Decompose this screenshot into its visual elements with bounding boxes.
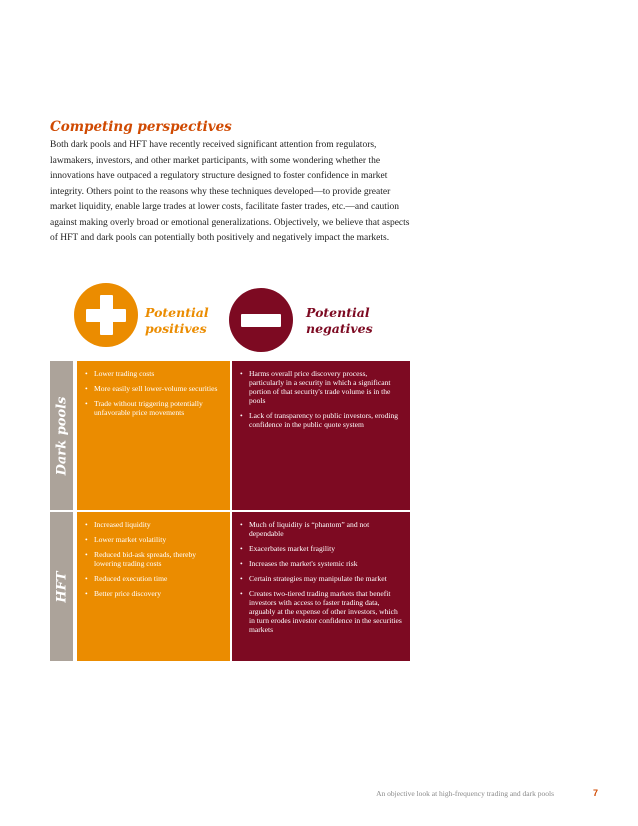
list-item: • Increased liquidity xyxy=(85,520,222,529)
footer-text: An objective look at high-frequency trading and dark pools xyxy=(376,789,554,798)
list-item: • Certain strategies may manipulate the market xyxy=(240,574,402,583)
list-item: • Much of liquidity is “phantom” and not dependable xyxy=(240,520,402,538)
column-title-negatives: Potential negatives xyxy=(306,305,373,336)
cell-hft-positives xyxy=(77,512,230,661)
plus-icon xyxy=(74,283,138,347)
cell-dark-pools-negatives xyxy=(232,361,410,510)
cell-dark-pools-positives xyxy=(77,361,230,510)
list-item: • Reduced execution time xyxy=(85,574,222,583)
page-number: 7 xyxy=(593,788,599,798)
minus-icon xyxy=(229,288,293,352)
cell-hft-negatives xyxy=(232,512,410,661)
list-item: • Creates two-tiered trading markets that benefit investors with access to faster trading data, arguably at the expense of other investors, which in turn erodes investor confidence in the securities markets xyxy=(240,589,402,634)
column-title-positives: Potential positives xyxy=(145,305,209,336)
section-heading: Competing perspectives xyxy=(50,119,232,135)
list-item: • Better price discovery xyxy=(85,589,222,598)
row-label-text: Dark pools xyxy=(54,396,69,475)
list-item: • Trade without triggering potentially unfavorable price movements xyxy=(85,399,222,417)
list-item: • More easily sell lower-volume securities xyxy=(85,384,222,393)
list-item: • Reduced bid-ask spreads, thereby lowering trading costs xyxy=(85,550,222,568)
row-label-text: HFT xyxy=(54,570,69,603)
list-item: • Exacerbates market fragility xyxy=(240,544,402,553)
row-label-dark-pools xyxy=(50,361,73,510)
list-item: • Harms overall price discovery process, particularly in a security in which a significant portion of that security's trade volume is in the pools xyxy=(240,369,402,405)
section-body: Both dark pools and HFT have recently received significant attention from regulators, lawmakers, investors, and other market participants, with some wondering whether the innovations have outpaced a regulatory structure designed to foster confidence in market integrity. Others point to the reasons why these techniques developed—to provide greater market liquidity, enable large trades at lower costs, facilitate faster trades, etc.—and caution against making overly broad or emotional generalizations. Objectively, we believe that aspects of HFT and dark pools can potentially both positively and negatively impact the markets. xyxy=(50,140,410,243)
list-item: • Lower trading costs xyxy=(85,369,222,378)
list-item: • Lack of transparency to public investors, eroding confidence in the public quote system xyxy=(240,411,402,429)
list-item: • Lower market volatility xyxy=(85,535,222,544)
row-label-hft xyxy=(50,512,73,661)
list-item: • Increases the market's systemic risk xyxy=(240,559,402,568)
